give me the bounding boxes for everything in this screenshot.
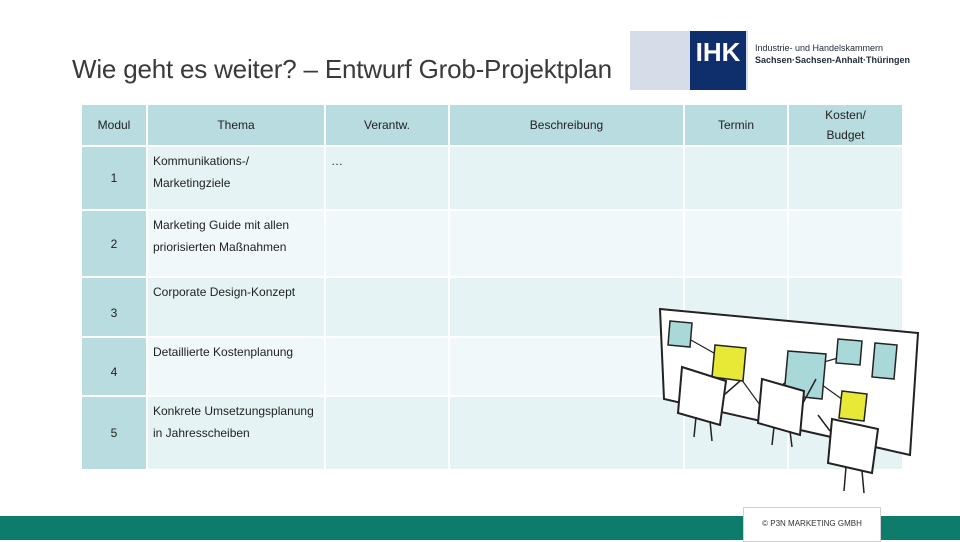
cell-verantw: … [325,146,449,210]
cell-termin [684,210,788,277]
cell-modul: 3 [81,277,147,337]
logo-text [755,42,910,66]
header-kosten-line1: Kosten/ [825,108,866,122]
page-title: Wie geht es weiter? – Entwurf Grob-Projektplan [72,54,612,84]
cell-beschreibung [449,210,684,277]
header-modul: Modul [81,104,147,146]
cell-kosten [788,210,903,277]
cell-termin [684,146,788,210]
header-verantw: Verantw. [325,104,449,146]
cell-thema: Kommunikations-/ Marketingziele [147,146,325,210]
cell-verantw [325,337,449,396]
cell-thema: Corporate Design-Konzept [147,277,325,337]
cell-thema: Konkrete Umsetzungsplanung in Jahresscheiben [147,396,325,470]
cell-thema: Marketing Guide mit allen priorisierten Maßnahmen [147,210,325,277]
cell-modul: 4 [81,337,147,396]
cell-verantw [325,396,449,470]
logo-line-2: Sachsen·Sachsen-Anhalt·Thüringen [755,55,911,65]
cell-modul: 2 [81,210,147,277]
table-header-row [81,104,903,146]
cell-modul: 1 [81,146,147,210]
planning-board-people-icon [640,295,925,500]
header-termin: Termin [684,104,788,146]
cell-modul: 5 [81,396,147,470]
logo-mark: IHK [690,31,746,90]
logo-line-1: Industrie- und Handelskammern [755,43,884,53]
table-row [81,146,903,210]
cell-verantw [325,210,449,277]
header-kosten [788,104,903,146]
copyright-label: © P3N MARKETING GMBH [743,507,881,542]
ihk-logo [630,31,952,91]
table-row [81,210,903,277]
header-kosten-line2: Budget [826,128,865,142]
header-thema: Thema [147,104,325,146]
cell-thema: Detaillierte Kostenplanung [147,337,325,396]
cell-kosten [788,146,903,210]
cell-beschreibung [449,146,684,210]
cell-verantw [325,277,449,337]
header-beschreibung: Beschreibung [449,104,684,146]
